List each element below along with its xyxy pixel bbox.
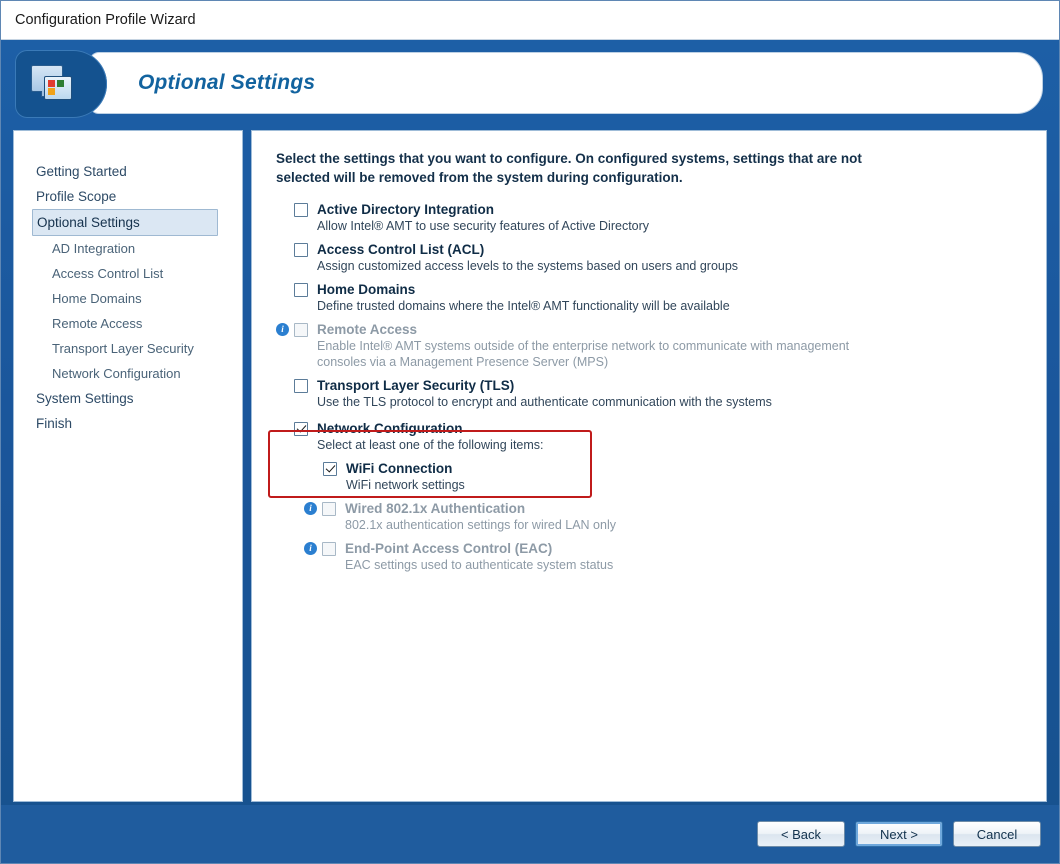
content-area	[13, 130, 1047, 802]
option-active-directory-integration	[276, 201, 1030, 234]
next-button[interactable]: Next >	[855, 821, 943, 847]
option-title: End-Point Access Control (EAC)	[345, 541, 553, 556]
info-icon[interactable]: i	[304, 502, 317, 515]
sidebar-item-label: Optional Settings	[37, 215, 140, 230]
option-home-domains	[276, 281, 1030, 314]
sidebar-item-label: Access Control List	[52, 266, 164, 281]
page-header-panel	[89, 52, 1043, 114]
sidebar-item-access-control-list[interactable]	[14, 261, 242, 286]
sidebar-item-label: Network Configuration	[52, 366, 181, 381]
option-description: 802.1x authentication settings for wired LAN only	[345, 518, 616, 532]
option-description: Use the TLS protocol to encrypt and authenticate communication with the systems	[317, 395, 772, 409]
sidebar-item-profile-scope[interactable]	[14, 184, 242, 209]
option-description: EAC settings used to authenticate system status	[345, 558, 614, 572]
sidebar-item-system-settings[interactable]	[14, 386, 242, 411]
sidebar-item-label: Finish	[36, 416, 73, 431]
sidebar-item-label: AD Integration	[52, 241, 136, 256]
checkbox-home-domains[interactable]	[294, 283, 308, 297]
option-wired-8021x-authentication	[304, 500, 1030, 533]
sidebar-item-getting-started[interactable]	[14, 159, 242, 184]
computers-icon	[31, 65, 73, 103]
options-pane	[251, 130, 1047, 802]
option-description: Define trusted domains where the Intel® AMT functionality will be available	[317, 299, 730, 313]
option-transport-layer-security	[276, 377, 1030, 410]
option-title: Network Configuration	[317, 421, 463, 436]
wizard-body	[1, 40, 1059, 805]
option-wifi-connection	[323, 460, 1030, 493]
sidebar-item-transport-layer-security[interactable]	[14, 336, 242, 361]
page-title: Optional Settings	[138, 71, 316, 94]
option-end-point-access-control	[304, 540, 1030, 573]
wizard-steps-sidebar	[13, 130, 243, 802]
checkbox-wired-8021x-authentication	[322, 502, 336, 516]
sidebar-item-label: Home Domains	[52, 291, 142, 306]
option-description: Select at least one of the following items:	[317, 438, 544, 452]
header-icon-badge	[15, 50, 107, 118]
checkbox-remote-access	[294, 323, 308, 337]
sidebar-item-home-domains[interactable]	[14, 286, 242, 311]
sidebar-item-label: Remote Access	[52, 316, 143, 331]
cancel-button[interactable]: Cancel	[953, 821, 1041, 847]
sidebar-item-remote-access[interactable]	[14, 311, 242, 336]
option-title: Access Control List (ACL)	[317, 242, 485, 257]
option-title: Active Directory Integration	[317, 202, 495, 217]
sidebar-item-label: System Settings	[36, 391, 134, 406]
info-icon[interactable]: i	[276, 323, 289, 336]
option-title: Remote Access	[317, 322, 418, 337]
sidebar-item-finish[interactable]	[14, 411, 242, 436]
instructions-text: Select the settings that you want to configure. On configured systems, settings that are not selected will be removed from the system during configuration.	[276, 151, 862, 185]
option-title: Home Domains	[317, 282, 416, 297]
option-network-configuration	[276, 420, 1030, 453]
title-bar	[1, 1, 1059, 40]
sidebar-item-label: Getting Started	[36, 164, 127, 179]
checkbox-access-control-list[interactable]	[294, 243, 308, 257]
option-title: WiFi Connection	[346, 461, 453, 476]
option-description: Allow Intel® AMT to use security features of Active Directory	[317, 219, 650, 233]
checkbox-end-point-access-control	[322, 542, 336, 556]
sidebar-item-label: Transport Layer Security	[52, 341, 194, 356]
sidebar-item-ad-integration[interactable]	[14, 236, 242, 261]
option-access-control-list	[276, 241, 1030, 274]
footer-buttons	[1, 805, 1059, 863]
option-remote-access	[276, 321, 1030, 370]
option-description: Assign customized access levels to the systems based on users and groups	[317, 259, 739, 273]
checkbox-transport-layer-security[interactable]	[294, 379, 308, 393]
checkbox-network-configuration[interactable]	[294, 422, 308, 436]
checkbox-active-directory-integration[interactable]	[294, 203, 308, 217]
sidebar-item-optional-settings[interactable]	[32, 209, 218, 236]
window-title: Configuration Profile Wizard	[15, 12, 196, 28]
page-header	[13, 52, 1047, 120]
sidebar-item-network-configuration[interactable]	[14, 361, 242, 386]
option-description: Enable Intel® AMT systems outside of the enterprise network to communicate with management consoles via a Management Presence Server (MPS)	[317, 339, 850, 369]
back-button[interactable]: < Back	[757, 821, 845, 847]
checkbox-wifi-connection[interactable]	[323, 462, 337, 476]
option-title: Transport Layer Security (TLS)	[317, 378, 515, 393]
option-description: WiFi network settings	[346, 478, 465, 492]
sidebar-item-label: Profile Scope	[36, 189, 117, 204]
option-title: Wired 802.1x Authentication	[345, 501, 526, 516]
info-icon[interactable]: i	[304, 542, 317, 555]
